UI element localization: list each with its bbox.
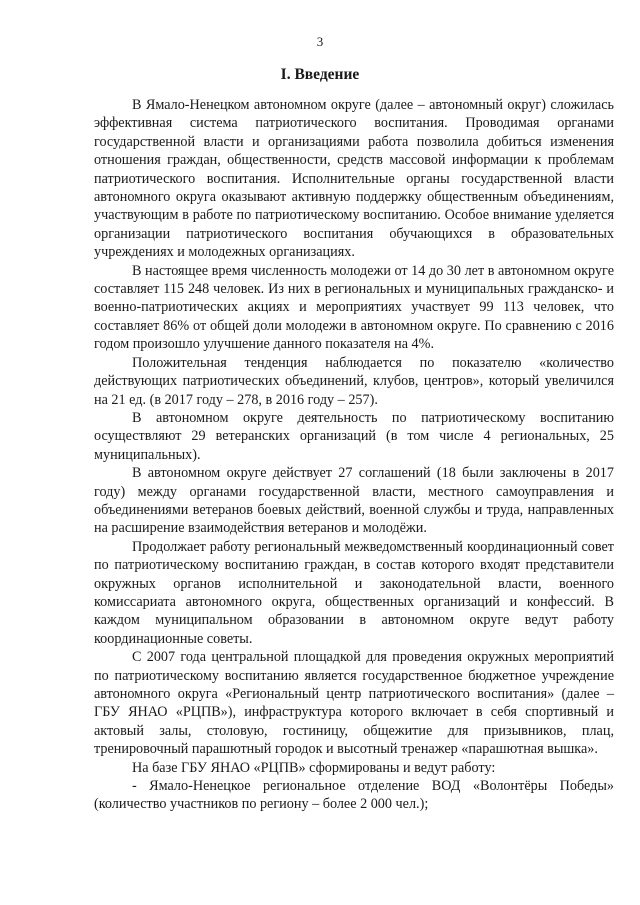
paragraph: В настоящее время численность молодежи от 14 до 30 лет в автономном округе составляет 115 248 человек. Из них в региональных и муниципальных гражданско- и военно-патриотических акциях и мероприятиях участвует 99 113 человек, что составляет 86% от общей доли молодежи в автономном округе. По сравнению с 2016 годом произошло улучшение данного показателя на 4%. — [94, 262, 614, 353]
page-number: 3 — [316, 34, 324, 49]
paragraph: На базе ГБУ ЯНАО «РЦПВ» сформированы и ведут работу: — [132, 759, 496, 776]
paragraph: С 2007 года центральной площадкой для проведения окружных мероприятий по патриотическому воспитанию является государственное бюджетное учреждение автономного округа «Региональный центр патриотического воспитания» (далее – ГБУ ЯНАО «РЦПВ»), инфраструктура которого включает в себя спортивный и актовый залы, столовую, гостиницу, общежитие для призывников, плац, тренировочный парашютный городок и высотный тренажер «парашютная вышка». — [94, 649, 614, 758]
document-body — [94, 96, 614, 814]
paragraph: В автономном округе действует 27 соглашений (18 были заключены в 2017 году) между органами государственной власти, местного самоуправления и объединениями ветеранов боевых действий, военной службы и труда, направленных на расширение взаимодействия ветеранов и молодёжи. — [94, 465, 614, 537]
section-heading: I. Введение — [280, 66, 360, 83]
paragraph: - Ямало-Ненецкое региональное отделение ВОД «Волонтёры Победы» (количество участников по региону – более 2 000 чел.); — [94, 778, 614, 813]
paragraph: Положительная тенденция наблюдается по показателю «количество действующих патриотических объединений, клубов, центров», который увеличился на 21 ед. (в 2017 году – 278, в 2016 году – 257). — [94, 354, 614, 408]
paragraph: В Ямало-Ненецком автономном округе (далее – автономный округ) сложилась эффективная система патриотического воспитания. Проводимая органами государственной власти и организациями работа позволила добиться изменения отношения граждан, общественности, средств массовой информации к проблемам патриотического воспитания. Исполнительные органы государственной власти автономного округа оказывают активную поддержку общественным объединениям, участвующим в работе по патриотическому воспитанию. Особое внимание уделяется организации патриотического воспитания обучающихся в образовательных учреждениях и молодежных организациях. — [94, 97, 614, 261]
paragraph: Продолжает работу региональный межведомственный координационный совет по патриотическому воспитанию граждан, в состав которого входят представители окружных органов исполнительной и законодательной власти, военного комиссариата автономного округа, общественных организаций и конфессий. В каждом муниципальном образовании в автономном округе ведут работу координационные советы. — [94, 538, 614, 647]
paragraph: В автономном округе деятельность по патриотическому воспитанию осуществляют 29 ветеранских организаций (в том числе 4 региональных, 25 муниципальных). — [94, 409, 614, 463]
